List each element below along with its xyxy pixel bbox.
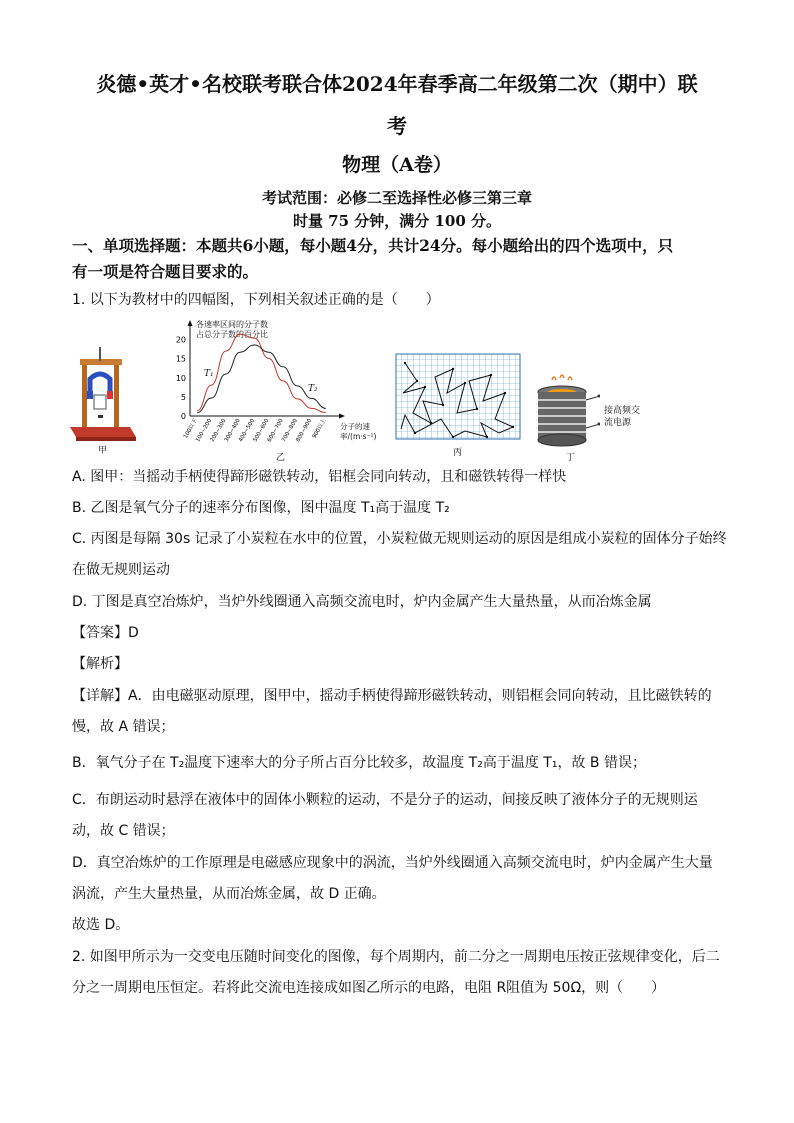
chart-xlabel-2: 率/(m·s⁻¹) [340, 432, 377, 441]
q1-detail-d-line2: 涡流，产生大量热量，从而冶炼金属，故 D 正确。 [72, 886, 386, 902]
x-tick-label: 300~400 [223, 418, 242, 444]
figure-bing [395, 353, 523, 458]
y-tick-label: 20 [175, 335, 186, 345]
y-tick-label: 5 [180, 392, 186, 402]
exam-title-line2: 考 [387, 114, 407, 138]
exam-time: 时量 75 分钟，满分 100 分。 [292, 212, 502, 230]
x-tick-label: 400~500 [238, 418, 257, 444]
section-heading-line1: 一、单项选择题：本题共6小题，每小题4分，共计24分。每小题给出的四个选项中，只 [72, 236, 674, 255]
ding-label-line2: 流电源 [604, 418, 632, 428]
q1-detail-c-line2: 动，故 C 错误； [72, 823, 175, 839]
q1-option-c-line1: C. 丙图是每隔 30s 记录了小炭粒在水中的位置，小炭粒做无规则运动的原因是组成小炭粒的固体分子始终 [72, 531, 727, 547]
y-tick-label: 15 [175, 354, 186, 364]
x-tick-label: 100~200 [195, 418, 214, 444]
speed-distribution-chart [168, 318, 388, 463]
exam-title-line1: 炎德•英才•名校联考联合体2024年春季高二年级第二次（期中）联 [96, 72, 698, 96]
chart-xlabel-1: 分子的速 [340, 422, 370, 431]
section-heading-line2: 有一项是符合题目要求的。 [72, 262, 259, 281]
series-t1-label: T₁ [204, 369, 214, 379]
q1-detail-b: B．氧气分子在 T₂温度下速率大的分子所占百分比较多，故温度 T₂高于温度 T₁，故 B 错误； [72, 755, 646, 771]
ding-label-line1: 接高频交 [604, 406, 641, 416]
y-tick-label: 0 [180, 412, 186, 421]
exam-scope: 考试范围：必修二至选择性必修三第三章 [261, 189, 532, 207]
q1-analysis-label: 【解析】 [72, 656, 128, 672]
q1-detail-a-line1: 【详解】A．由电磁驱动原理，图甲中，摇动手柄使得蹄形磁铁转动，则铝框会同向转动，且比磁铁转的 [72, 688, 712, 704]
q1-option-a: A. 图甲：当摇动手柄使得蹄形磁铁转动，铝框会同向转动，且和磁铁转得一样快 [72, 469, 567, 485]
x-tick-label: 600~700 [266, 418, 285, 444]
q2-stem-line1: 2. 如图甲所示为一交变电压随时间变化的图像，每个周期内，前二分之一周期电压按正弦规律变化，后二 [72, 949, 720, 965]
x-tick-label: 800~900 [295, 418, 314, 444]
figure-bing-label: 丙 [453, 448, 463, 458]
q2-stem-line2: 分之一周期电压恒定。若将此交流电连接成如图乙所示的电路，电阻 R阻值为 50Ω，则（ ） [72, 980, 666, 996]
q1-detail-d-line1: D．真空冶炼炉的工作原理是电磁感应现象中的涡流，当炉外线圈通入高频交流电时，炉内金属产生大量 [72, 855, 713, 871]
q1-stem: 1. 以下为教材中的四幅图，下列相关叙述正确的是（ ） [72, 292, 440, 308]
q1-option-b: B. 乙图是氧气分子的速率分布图像，图中温度 T₁高于温度 T₂ [72, 500, 450, 516]
q1-option-d: D. 丁图是真空冶炼炉，当炉外线圈通入高频交流电时，炉内金属产生大量热量，从而冶炼金属 [72, 594, 652, 610]
q1-option-c-line2: 在做无规则运动 [72, 562, 170, 578]
series-t2-label: T₂ [308, 384, 318, 394]
vacuum-furnace-image [530, 372, 600, 458]
q1-detail-c-line1: C．布朗运动时悬浮在液体中的固体小颗粒的运动，不是分子的运动，间接反映了液体分子的无规则运 [72, 792, 698, 808]
figure-jia-label: 甲 [98, 446, 108, 456]
x-tick-label: 900以上 [311, 418, 328, 440]
figure-ding-label: 丁 [566, 453, 576, 463]
x-tick-label: 200~300 [209, 418, 228, 444]
chart-ylabel-1: 各速率区间的分子数 [196, 320, 268, 329]
x-tick-label: 700~800 [280, 418, 299, 444]
q1-answer: 【答案】D [72, 625, 139, 641]
figure-ding [530, 372, 680, 462]
brownian-motion-grid [395, 353, 523, 458]
q1-detail-a-line2: 慢，故 A 错误； [72, 719, 175, 735]
x-tick-label: 500~600 [252, 418, 271, 444]
subject-title: 物理（A卷） [342, 154, 452, 176]
series-t1-curve [197, 334, 326, 412]
y-tick-label: 10 [175, 373, 186, 383]
figure-jia [68, 345, 138, 455]
x-tick-label: 100以下 [182, 418, 199, 440]
chart-ylabel-2: 占总分子数的百分比 [196, 330, 268, 339]
q1-conclusion: 故选 D。 [72, 917, 130, 933]
figure-yi [168, 318, 388, 463]
figure-yi-label: 乙 [276, 453, 286, 463]
magnet-apparatus-image [68, 345, 138, 455]
